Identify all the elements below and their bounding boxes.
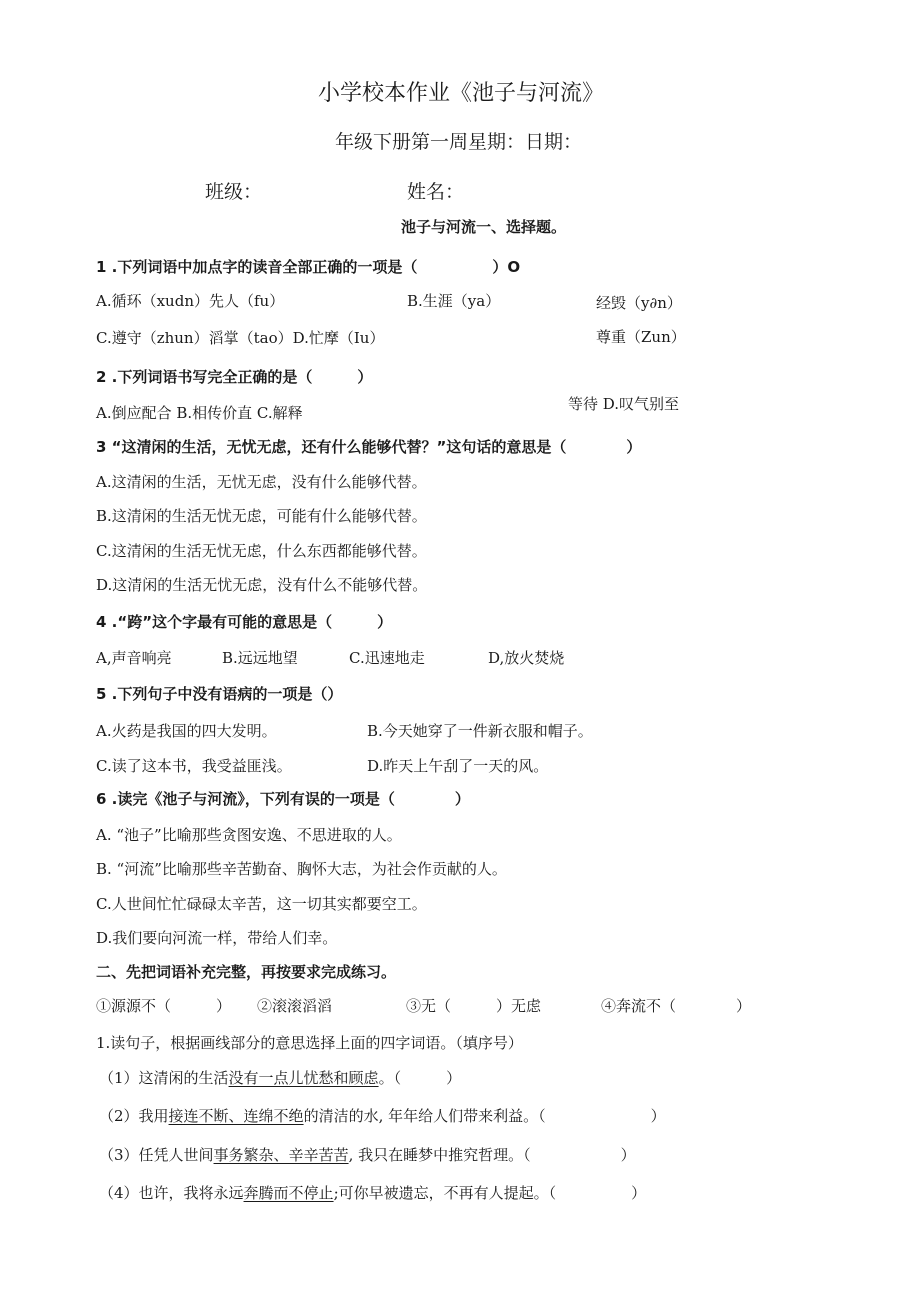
q5-option-d: D.昨天上午刮了一天的风。 <box>367 757 549 775</box>
q1-option-b-extra: 经毁（y∂n） <box>596 294 682 312</box>
q3-option-b: B.这清闲的生活无忧无虑，可能有什么能够代替。 <box>96 507 427 525</box>
sentence-3-post: , 我只在睡梦中推究哲理。（ ） <box>348 1146 636 1164</box>
sentence-3 <box>99 1145 636 1165</box>
word-2: ②滚滚滔滔 <box>257 997 333 1015</box>
q6-option-b: B. “河流”比喻那些辛苦勤奋、胸怀大志，为社会作贡献的人。 <box>96 860 507 878</box>
q5-option-c: C.读了这本书，我受益匪浅。 <box>96 757 292 775</box>
q3-stem: 3 “这清闲的生活，无忧无虑，还有什么能够代替？”这句话的意思是（ ） <box>96 438 642 456</box>
q1-option-b: B.生涯（ya） <box>407 292 501 310</box>
q4-option-b: B.远远地望 <box>222 649 298 667</box>
sentence-1-pre: （1）这清闲的生活 <box>99 1069 229 1087</box>
sentence-1-underlined: 没有一点儿忧愁和顾虑 <box>228 1069 379 1087</box>
q1-option-c: C.遵守（zhun）滔掌（tao）D.忙摩（Iu） <box>96 329 385 347</box>
q5-stem: 5 .下列句子中没有语病的一项是（） <box>96 685 343 703</box>
class-label: 班级： <box>205 181 263 203</box>
sentence-3-pre: （3）任凭人世间 <box>99 1146 214 1164</box>
q3-option-a: A.这清闲的生活，无忧无虑，没有什么能够代替。 <box>96 473 427 491</box>
word-4: ④奔流不（ ） <box>601 997 752 1015</box>
sentence-4-underlined: 奔腾而不停止 <box>243 1184 334 1202</box>
q1-option-a: A.循环（xudn）先人（fu） <box>96 292 285 310</box>
sentence-4-post: ;可你早被遗忘，不再有人提起。（ ） <box>333 1184 647 1202</box>
q5-option-b: B.今天她穿了一件新衣服和帽子。 <box>367 722 593 740</box>
q1-option-c-extra: 尊重（Zun） <box>596 328 686 346</box>
page-subtitle: 年级下册第一周星期：日期： <box>335 131 583 153</box>
q5-option-a: A.火药是我国的四大发明。 <box>96 722 277 740</box>
section2-title: 二、先把词语补充完整，再按要求完成练习。 <box>96 963 397 981</box>
q3-option-c: C.这清闲的生活无忧无虑，什么东西都能够代替。 <box>96 542 427 560</box>
q4-option-c: C.迅速地走 <box>349 649 425 667</box>
q6-option-c: C.人世间忙忙碌碌太辛苦，这一切其实都要空工。 <box>96 895 427 913</box>
q1-stem: 1 .下列词语中加点字的读音全部正确的一项是（ ）O <box>96 258 521 276</box>
q6-option-d: D.我们要向河流一样，带给人们幸。 <box>96 929 338 947</box>
sentence-2-pre: （2）我用 <box>99 1107 169 1125</box>
q6-stem: 6 .读完《池子与河流》，下列有误的一项是（ ） <box>96 790 470 808</box>
q4-stem: 4 .“跨”这个字最有可能的意思是（ ） <box>96 613 393 631</box>
q2-stem: 2 .下列词语书写完全正确的是（ ） <box>96 368 373 386</box>
page-title: 小学校本作业《池子与河流》 <box>318 81 605 106</box>
q2-options-extra: 等待 D.叹气别至 <box>568 395 680 413</box>
section2-instruction: 1.读句子，根据画线部分的意思选择上面的四字词语。（填序号） <box>96 1034 523 1052</box>
sentence-3-underlined: 事务繁杂、辛辛苦苦 <box>213 1146 349 1164</box>
sentence-1-post: 。（ ） <box>378 1069 462 1087</box>
name-label: 姓名： <box>407 181 465 203</box>
section1-title: 池子与河流一、选择题。 <box>401 218 567 236</box>
q6-option-a: A. “池子”比喻那些贪图安逸、不思进取的人。 <box>96 826 402 844</box>
sentence-4-pre: （4）也许，我将永远 <box>99 1184 244 1202</box>
word-1: ①源源不（ ） <box>96 997 232 1015</box>
sentence-2-underlined: 接连不断、连绵不绝 <box>168 1107 304 1125</box>
sentence-2 <box>99 1106 666 1126</box>
q4-option-a: A,声音响亮 <box>96 649 172 667</box>
word-3: ③无（ ）无虑 <box>406 997 542 1015</box>
q2-options: A.倒应配合 B.相传价直 C.解释 <box>96 404 303 422</box>
sentence-2-post: 的清洁的水, 年年给人们带来利益。（ ） <box>303 1107 666 1125</box>
q3-option-d: D.这清闲的生活无忧无虑，没有什么不能够代替。 <box>96 576 428 594</box>
q4-option-d: D,放火焚烧 <box>488 649 565 667</box>
sentence-1 <box>99 1068 461 1088</box>
sentence-4 <box>99 1183 646 1203</box>
